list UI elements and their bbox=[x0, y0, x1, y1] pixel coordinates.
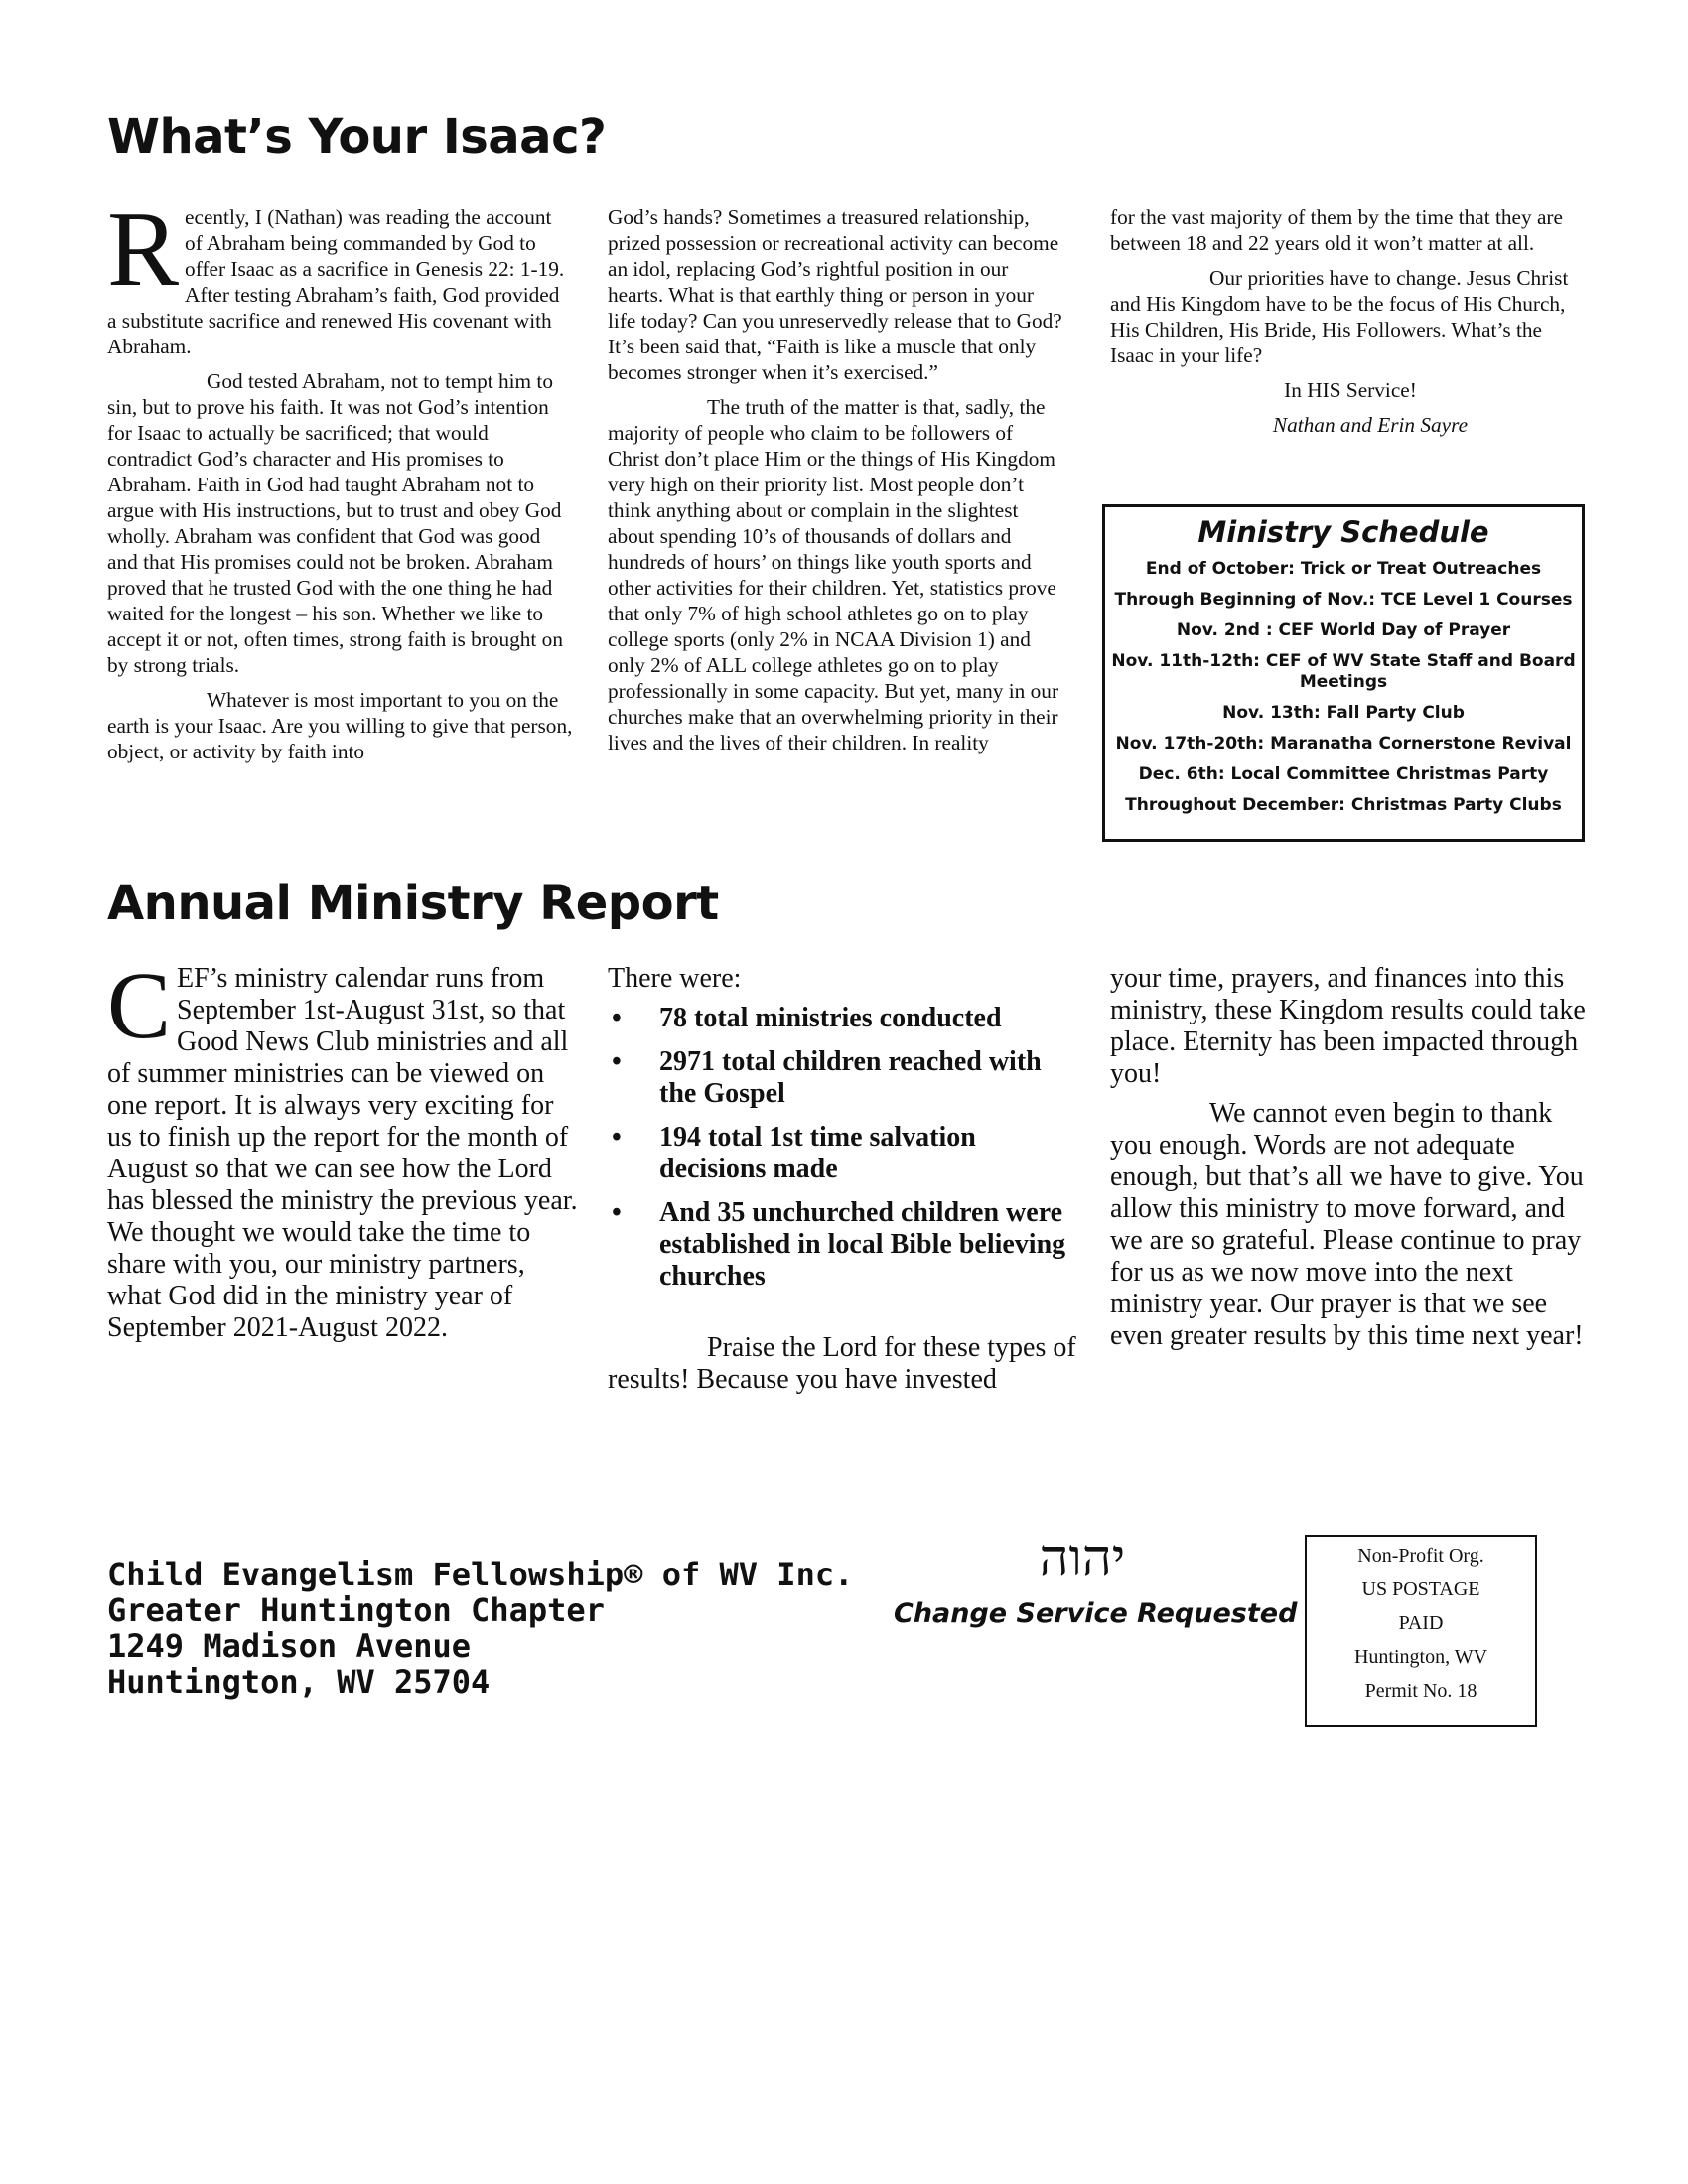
address-line: Greater Huntington Chapter bbox=[107, 1591, 605, 1629]
drop-cap: R bbox=[107, 191, 180, 309]
report-column-2 bbox=[608, 963, 1084, 1404]
hebrew-name: יהוה bbox=[1039, 1529, 1126, 1588]
list-item: • 2971 total children reached with the Gospel bbox=[608, 1046, 1084, 1110]
schedule-item: Nov. 13th: Fall Party Club bbox=[1222, 703, 1465, 723]
article-paragraph: The truth of the matter is that, sadly, the majority of people who claim to be followers of Christ don’t place Him or the things of His Kingdom very high on their priority list. Most people don’t think anything about or complain in the slightest about spending 10’s of thousands of dollars and hundreds of hours’ on things like youth sports and other activities for their children. Yet, statistics prove that only 7% of high school athletes go on to play college sports (only 2% in NCAA Division 1) and only 2% of ALL college athletes go on to play professionally in some capacity. But yet, many in our churches make that an overwhelming priority in their lives and the lives of their children. In reality bbox=[608, 395, 1059, 754]
address-line: Child Evangelism Fellowship® of WV Inc. bbox=[107, 1556, 854, 1593]
report-title: Annual Ministry Report bbox=[107, 876, 719, 931]
report-paragraph: your time, prayers, and finances into this ministry, these Kingdom results could take place. Eternity has been impacted through you! bbox=[1110, 963, 1586, 1089]
article-column-3 bbox=[1110, 205, 1591, 447]
list-item: • 194 total 1st time salvation decisions made bbox=[608, 1122, 1084, 1185]
results-list bbox=[608, 1003, 1084, 1293]
report-paragraph: Praise the Lord for these types of results! Because you have invested bbox=[608, 1332, 1076, 1395]
postage-indicia-box bbox=[1305, 1535, 1537, 1727]
article-paragraph: God tested Abraham, not to tempt him to sin, but to prove his faith. It was not God’s intention for Isaac to actually be sacrificed; that would contradict God’s character and His promises to Abraham. Faith in God had taught Abraham not to argue with His instructions, but to trust and obey God wholly. Abraham was confident that God was good and that His promises could not be broken. Abraham proved that he trusted God with the one thing he had waited for the longest – his son. Whether we like to accept it or not, often times, strong faith is brought on by strong trials. bbox=[107, 369, 563, 677]
schedule-item: Nov. 2nd : CEF World Day of Prayer bbox=[1176, 620, 1511, 640]
article-paragraph: Whatever is most important to you on the earth is your Isaac. Are you willing to give that person, object, or activity by faith into bbox=[107, 688, 573, 763]
ministry-schedule-box bbox=[1102, 504, 1585, 842]
report-column-1 bbox=[107, 952, 578, 1352]
address-line: Huntington, WV 25704 bbox=[107, 1663, 491, 1701]
address-line: 1249 Madison Avenue bbox=[107, 1627, 472, 1665]
article-paragraph: Our priorities have to change. Jesus Christ and His Kingdom have to be the focus of His Church, His Children, His Bride, His Followers. What’s the Isaac in your life? bbox=[1110, 266, 1569, 367]
schedule-item: Throughout December: Christmas Party Clubs bbox=[1125, 795, 1562, 815]
drop-cap: C bbox=[107, 952, 172, 1058]
schedule-item: End of October: Trick or Treat Outreaches bbox=[1145, 559, 1542, 579]
postage-line: US POSTAGE bbox=[1361, 1578, 1480, 1600]
return-address bbox=[107, 1557, 853, 1700]
schedule-item: Through Beginning of Nov.: TCE Level 1 Courses bbox=[1114, 590, 1573, 610]
postage-line: Permit No. 18 bbox=[1364, 1680, 1477, 1702]
schedule-item: Nov. 17th-20th: Maranatha Cornerstone Revival bbox=[1115, 734, 1572, 753]
signature-line: In HIS Service! bbox=[1284, 378, 1417, 402]
change-service-requested: Change Service Requested bbox=[894, 1598, 1298, 1629]
article-title: What’s Your Isaac? bbox=[107, 109, 607, 165]
article-column-2 bbox=[608, 205, 1066, 764]
schedule-item: Nov. 11th-12th: CEF of WV State Staff and Board Meetings bbox=[1111, 651, 1576, 692]
schedule-item: Dec. 6th: Local Committee Christmas Party bbox=[1138, 764, 1549, 784]
report-column-3 bbox=[1110, 963, 1591, 1360]
postage-line: Non-Profit Org. bbox=[1357, 1545, 1484, 1567]
report-paragraph: We cannot even begin to thank you enough. Words are not adequate enough, but that’s all we have to give. You allow this ministry to move forward, and we are so grateful. Please continue to pray for us as we now move into the next ministry year. Our prayer is that we see even greater results by this time next year! bbox=[1110, 1098, 1584, 1351]
article-column-1 bbox=[107, 191, 574, 773]
article-paragraph: God’s hands? Sometimes a treasured relationship, prized possession or recreational activity can become an idol, replacing God’s rightful position in our hearts. What is that earthly thing or person in your life today? Can you unreservedly release that to God? It’s been said that, “Faith is like a muscle that only becomes stronger when it’s exercised.” bbox=[608, 205, 1062, 384]
postage-line: Huntington, WV bbox=[1353, 1646, 1488, 1668]
schedule-title: Ministry Schedule bbox=[1197, 515, 1489, 549]
list-item: • And 35 unchurched children were established in local Bible believing churches bbox=[608, 1197, 1084, 1293]
report-intro: There were: bbox=[608, 963, 742, 994]
list-item: • 78 total ministries conducted bbox=[608, 1003, 1084, 1034]
report-paragraph: CEF’s ministry calendar runs from September 1st-August 31st, so that Good News Club ministries and all of summer ministries can be viewed on one report. It is always very exciting for us to finish up the report for the month of August so that we can see how the Lord has blessed the ministry the previous year. We thought we would take the time to share with you, our ministry partners, what God did in the ministry year of September 2021-August 2022. bbox=[107, 952, 578, 1343]
postage-line: PAID bbox=[1398, 1612, 1444, 1634]
article-paragraph: for the vast majority of them by the time that they are between 18 and 22 years old it won’t matter at all. bbox=[1110, 205, 1563, 255]
article-paragraph: Recently, I (Nathan) was reading the account of Abraham being commanded by God to offer Isaac as a sacrifice in Genesis 22: 1-19. After testing Abraham’s faith, God provided a substitute sacrifice and renewed His covenant with Abraham. bbox=[107, 191, 565, 358]
signature-names: Nathan and Erin Sayre bbox=[1272, 413, 1469, 437]
